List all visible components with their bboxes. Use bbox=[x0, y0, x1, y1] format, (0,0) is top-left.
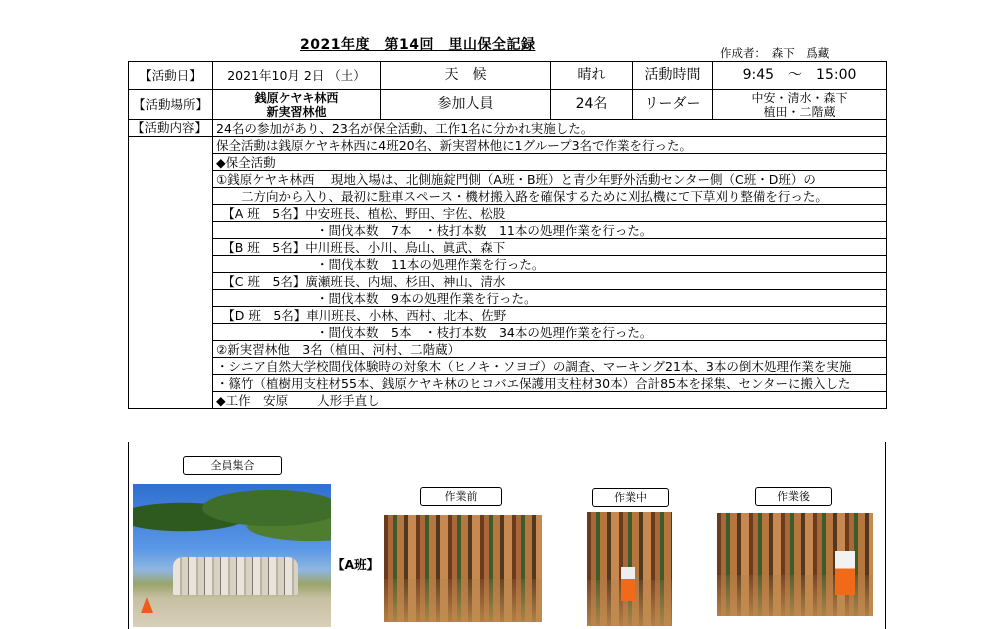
content-line: ・間伐本数 11本の処理作業を行った。 bbox=[213, 256, 887, 273]
label-spacer bbox=[129, 137, 213, 154]
during-work-photo bbox=[587, 512, 672, 626]
label-spacer bbox=[129, 392, 213, 409]
group-photo-label: 全員集合 bbox=[183, 456, 282, 475]
place-value bbox=[213, 90, 381, 120]
place-line-1: 銭原ケヤキ林西 bbox=[254, 90, 339, 105]
content-line: 【C 班 5名】廣瀬班長、内堀、杉田、神山、清水 bbox=[213, 273, 887, 290]
time-label: 活動時間 bbox=[633, 62, 713, 90]
label-spacer bbox=[129, 205, 213, 222]
label-spacer bbox=[129, 256, 213, 273]
content-line: ・篠竹（植樹用支柱材55本、銭原ケヤキ林のヒコバエ保護用支柱材30本）合計85本を採集、センターに搬入した bbox=[213, 375, 887, 392]
label-spacer bbox=[129, 375, 213, 392]
weather-label: 天 候 bbox=[381, 62, 551, 90]
content-line: 【B 班 5名】中川班長、小川、鳥山、眞武、森下 bbox=[213, 239, 887, 256]
leader-line-1: 中安・清水・森下 bbox=[751, 90, 848, 105]
during-label: 作業中 bbox=[592, 488, 669, 507]
content-line: 24名の参加があり、23名が保全活動、工作1名に分かれ実施した。 bbox=[213, 120, 887, 137]
label-spacer bbox=[129, 222, 213, 239]
before-work-photo bbox=[384, 515, 542, 622]
leader-label: リーダー bbox=[633, 90, 713, 120]
label-spacer bbox=[129, 358, 213, 375]
label-spacer bbox=[129, 290, 213, 307]
content-label: 【活動内容】 bbox=[129, 120, 213, 137]
content-line: 【A 班 5名】中安班長、植松、野田、宇佐、松股 bbox=[213, 205, 887, 222]
author-line: 作成者： 森下 爲藏 bbox=[720, 46, 830, 60]
content-row bbox=[129, 120, 887, 137]
team-a-label: 【A班】 bbox=[332, 557, 380, 572]
worker-figure bbox=[621, 567, 635, 601]
worker-figure bbox=[835, 551, 855, 595]
row-place bbox=[129, 90, 887, 120]
place-label: 【活動場所】 bbox=[129, 90, 213, 120]
leader-line-2: 植田・二階蔵 bbox=[763, 104, 836, 119]
group-of-people bbox=[173, 557, 298, 595]
content-line: ・シニア自然大学校間伐体験時の対象木（ヒノキ・ソヨゴ）の調査、マーキング21本、3本の倒木処理作業を実施 bbox=[213, 358, 887, 375]
trees-backdrop bbox=[133, 484, 331, 544]
label-spacer bbox=[129, 324, 213, 341]
label-spacer bbox=[129, 188, 213, 205]
record-table bbox=[128, 61, 887, 409]
content-line: ②新実習林他 3名（植田、河村、二階蔵） bbox=[213, 341, 887, 358]
label-spacer bbox=[129, 154, 213, 171]
content-line: ①銭原ケヤキ林西 現地入場は、北側施錠門側（A班・B班）と青少年野外活動センター側（C班・D班）の bbox=[213, 171, 887, 188]
weather-value: 晴れ bbox=[551, 62, 633, 90]
content-line: ・間伐本数 7本 ・枝打本数 11本の処理作業を行った。 bbox=[213, 222, 887, 239]
participants-label: 参加人員 bbox=[381, 90, 551, 120]
content-line: 【D 班 5名】車川班長、小林、西村、北本、佐野 bbox=[213, 307, 887, 324]
label-spacer bbox=[129, 273, 213, 290]
page-title: 2021年度 第14回 里山保全記録 bbox=[300, 37, 536, 53]
participants-value: 24名 bbox=[551, 90, 633, 120]
activity-day-label: 【活動日】 bbox=[129, 62, 213, 90]
content-line: ◆保全活動 bbox=[213, 154, 887, 171]
traffic-cone-icon bbox=[141, 597, 153, 613]
after-label: 作業後 bbox=[755, 487, 832, 506]
label-spacer bbox=[129, 307, 213, 324]
label-spacer bbox=[129, 239, 213, 256]
content-line: 二方向から入り、最初に駐車スペース・機材搬入路を確保するために刈払機にて下草刈り整備を行った。 bbox=[213, 188, 887, 205]
label-spacer bbox=[129, 341, 213, 358]
after-work-photo bbox=[717, 513, 873, 616]
content-line: ・間伐本数 9本の処理作業を行った。 bbox=[213, 290, 887, 307]
place-line-2: 新実習林他 bbox=[266, 104, 327, 119]
row-activity-day bbox=[129, 62, 887, 90]
leader-value bbox=[713, 90, 887, 120]
label-spacer bbox=[129, 171, 213, 188]
content-line: ◆工作 安原 人形手直し bbox=[213, 392, 887, 409]
content-line: ・間伐本数 5本 ・枝打本数 34本の処理作業を行った。 bbox=[213, 324, 887, 341]
content-line: 保全活動は銭原ケヤキ林西に4班20名、新実習林他に1グループ3名で作業を行った。 bbox=[213, 137, 887, 154]
activity-day-value: 2021年10月 2日 （土） bbox=[213, 62, 381, 90]
group-photo bbox=[133, 484, 331, 627]
before-label: 作業前 bbox=[420, 487, 502, 506]
time-value: 9:45 ～ 15:00 bbox=[713, 62, 887, 90]
